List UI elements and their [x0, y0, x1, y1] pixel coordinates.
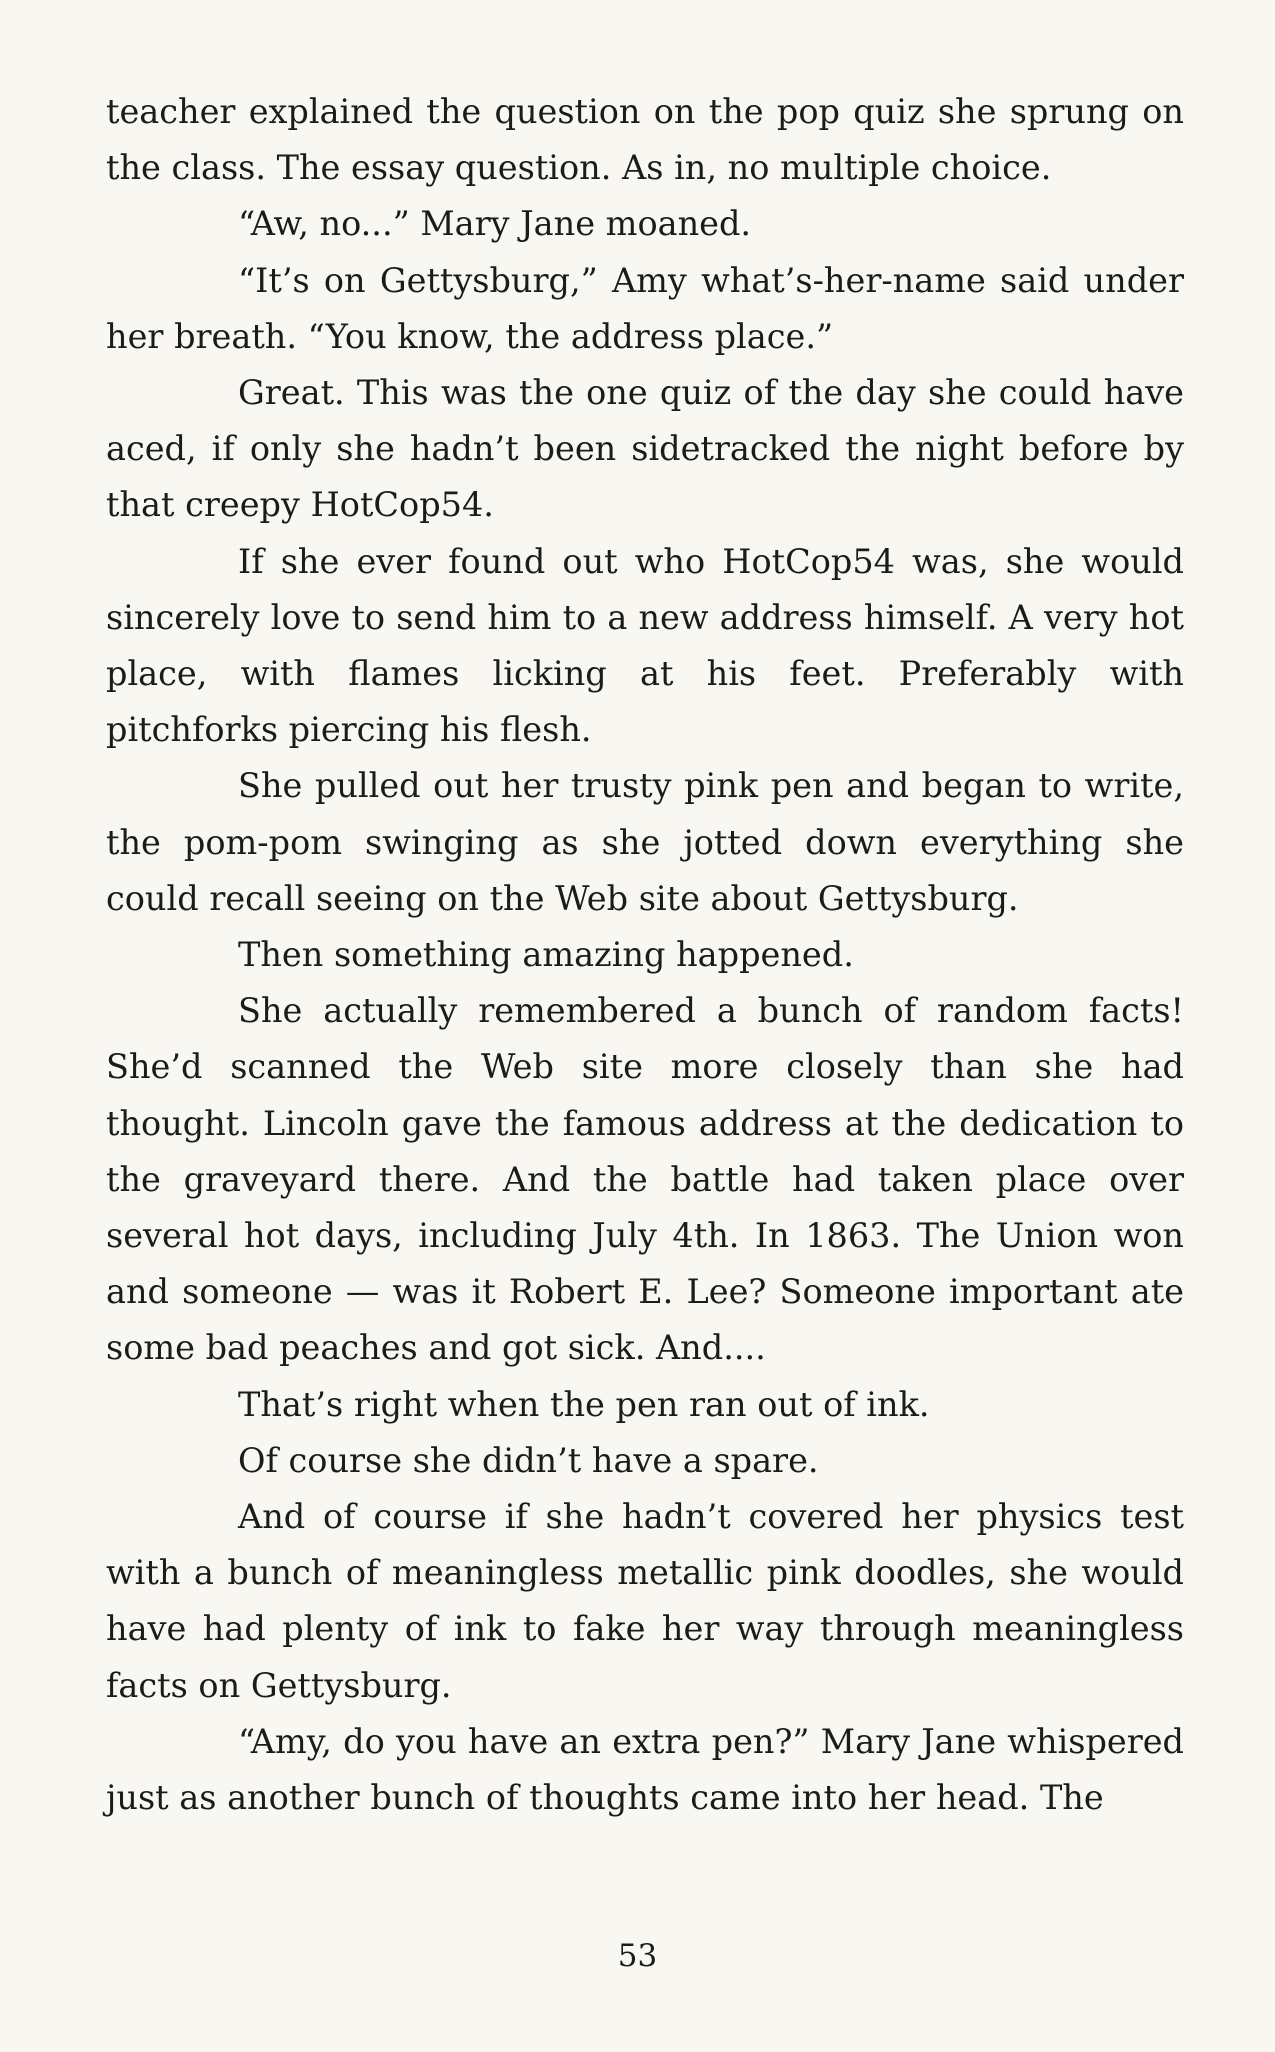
paragraph: Of course she didn’t have a spare.	[238, 1440, 819, 1480]
paragraph: Great. This was the one quiz of the day she could have aced, if only she hadn’t been sidetracked the night before by that creepy HotCop54.	[106, 373, 1184, 525]
paragraph-continued: teacher explained the question on the pop quiz she sprung on the class. The essay question. As in, no multiple choice.	[106, 92, 1184, 188]
paragraph: “It’s on Gettysburg,” Amy what’s-her-name said under her breath. “You know, the address place.”	[106, 260, 1184, 356]
page-number: 53	[617, 1938, 658, 1974]
body-text	[106, 84, 1184, 1826]
paragraph: Then something amazing happened.	[238, 935, 854, 975]
paragraph: And of course if she hadn’t covered her physics test with a bunch of meaningless metallic pink doodles, she would have had plenty of ink to fake her way through meaningless facts on Gettysburg.	[106, 1497, 1184, 1705]
paragraph: She actually remembered a bunch of random facts! She’d scanned the Web site more closely than she had thought. Lincoln gave the famous address at the dedication to the graveyard there. And the battle had taken place over several hot days, including July 4th. In 1863. The Union won and someone — was it Robert E. Lee? Someone important ate some bad peaches and got sick. And....	[106, 991, 1184, 1368]
paragraph: “Amy, do you have an extra pen?” Mary Jane whispered just as another bunch of thoughts came into her head. The	[106, 1721, 1184, 1818]
paragraph: She pulled out her trusty pink pen and began to write, the pom-pom swinging as she jotted down everything she could recall seeing on the Web site about Gettysburg.	[106, 766, 1184, 918]
paragraph: That’s right when the pen ran out of ink.	[238, 1384, 930, 1424]
paragraph: “Aw, no...” Mary Jane moaned.	[238, 204, 752, 244]
paragraph: If she ever found out who HotCop54 was, she would sincerely love to send him to a new address himself. A very hot place, with flames licking at his feet. Preferably with pitchforks piercing his flesh.	[106, 541, 1184, 750]
